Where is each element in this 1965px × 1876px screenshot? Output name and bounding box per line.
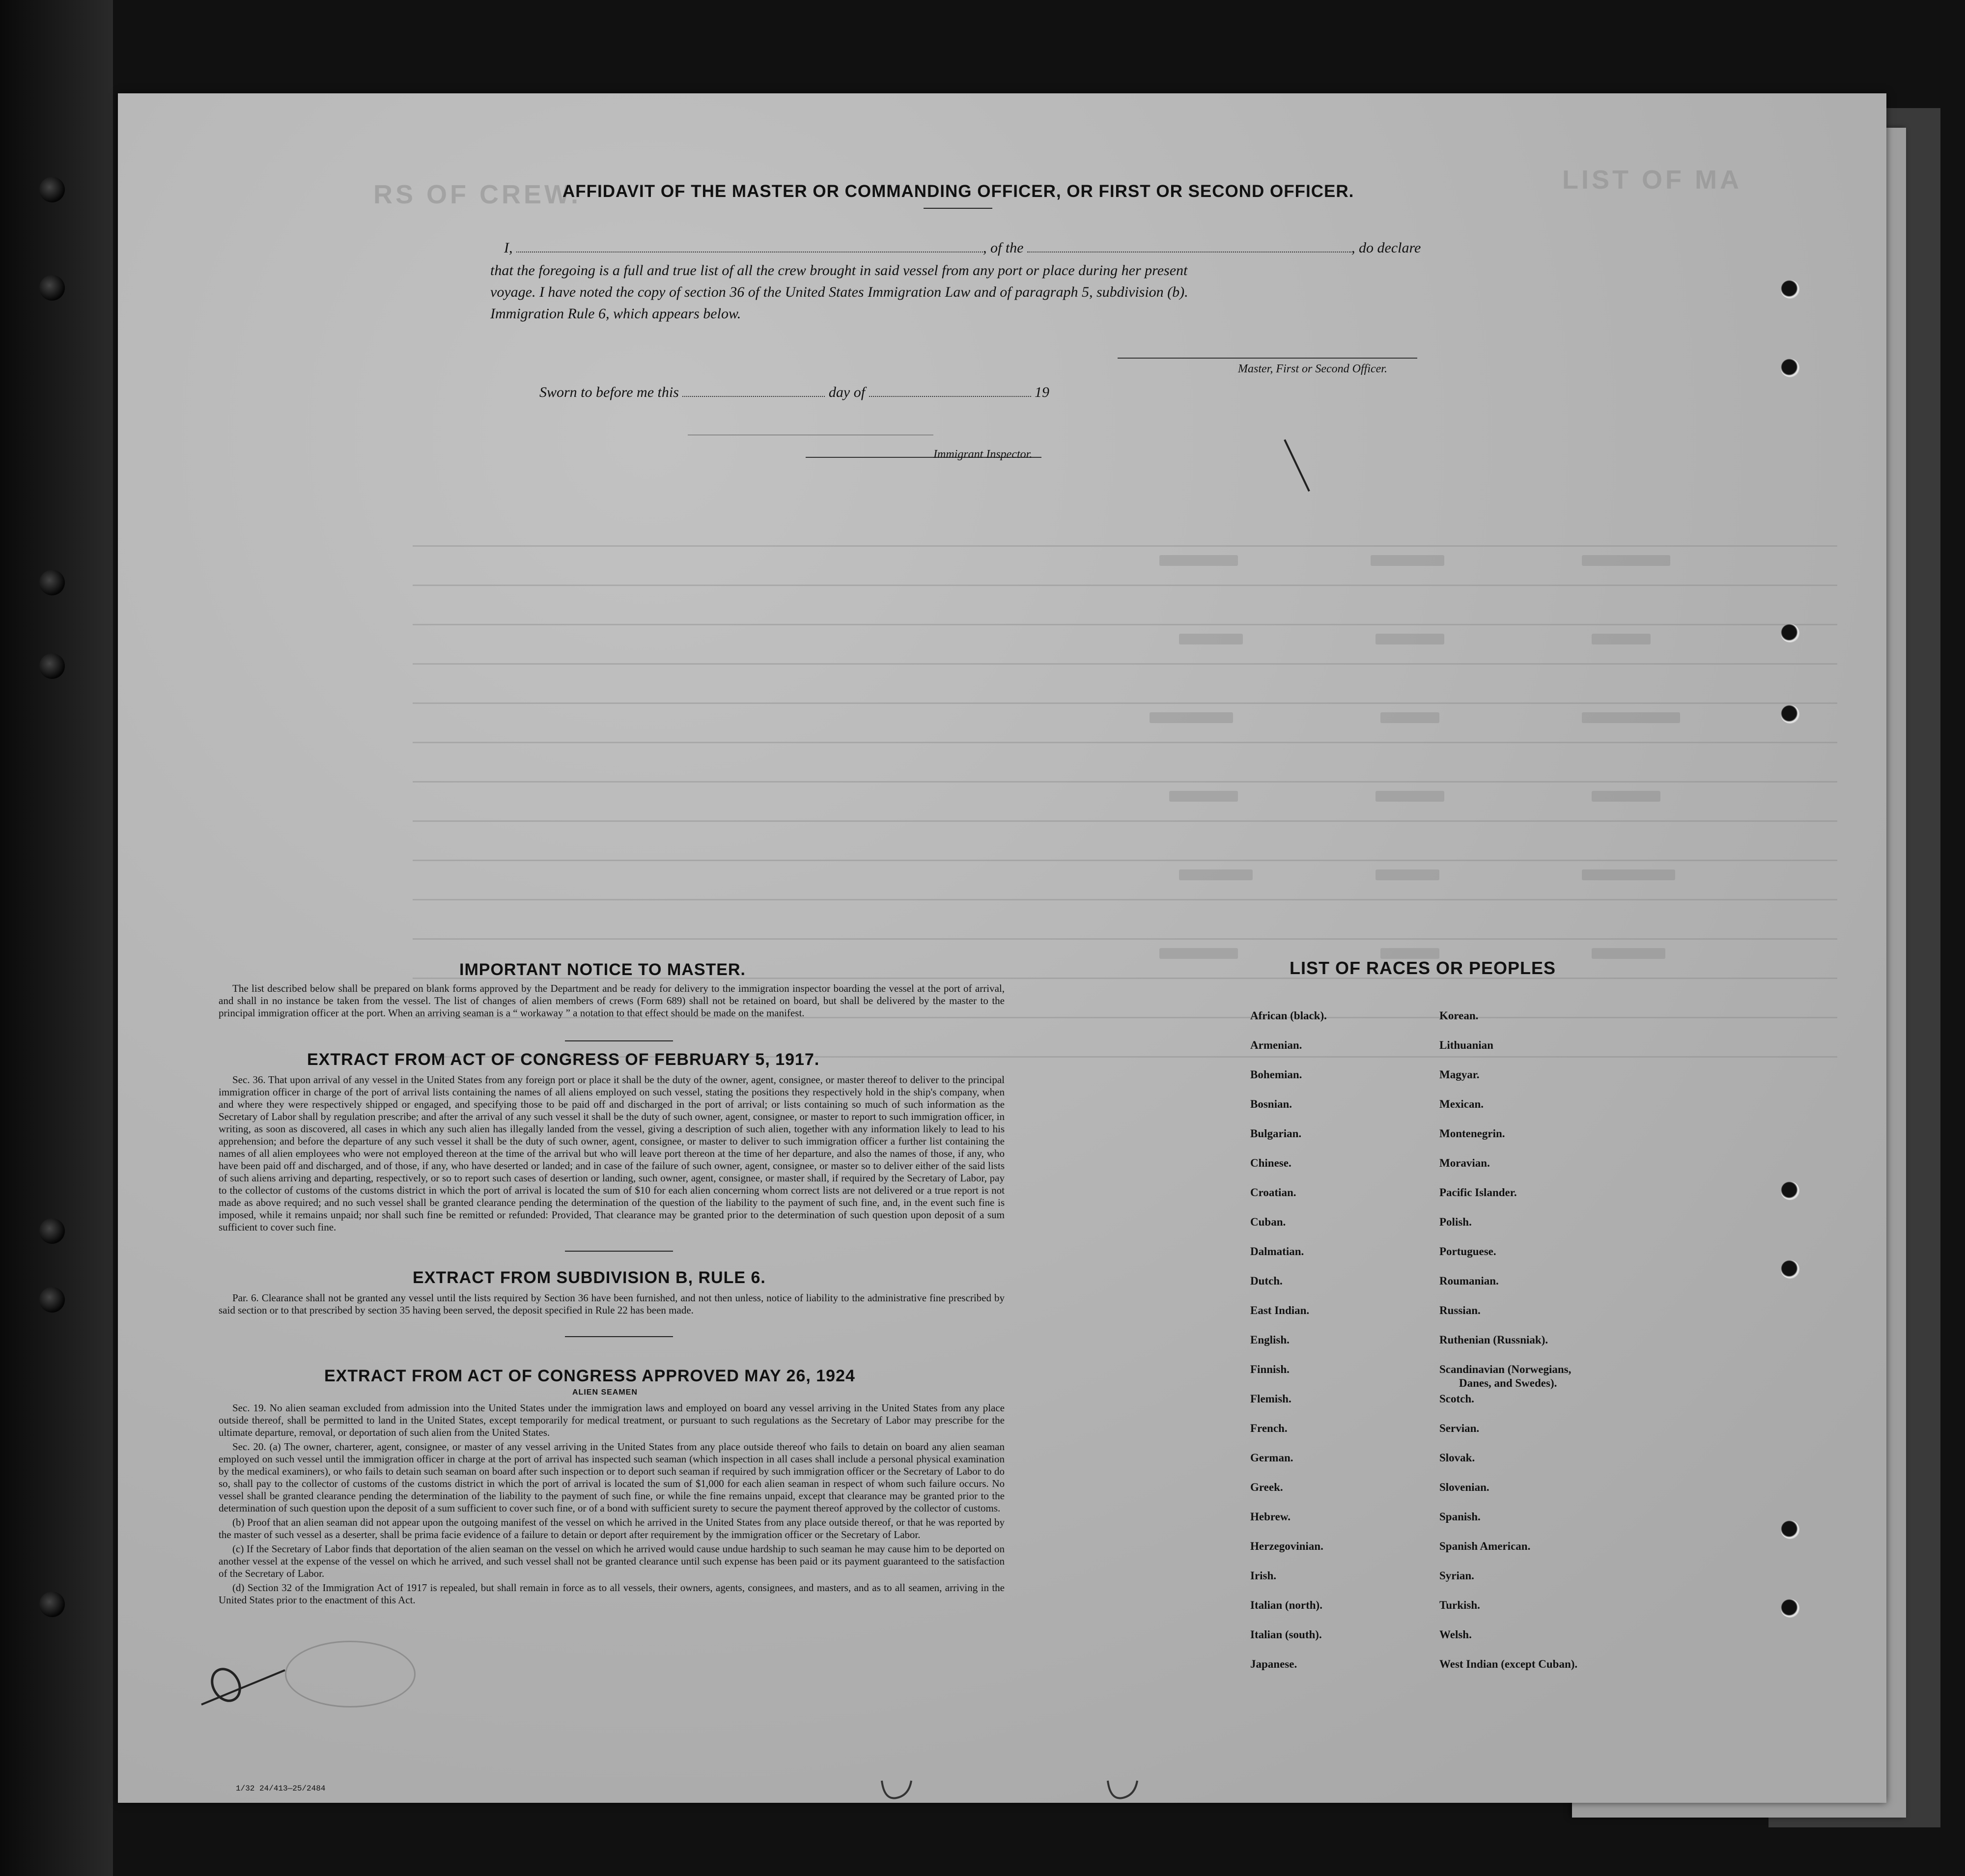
race-item: Welsh. — [1439, 1628, 1472, 1641]
sworn-month-field[interactable] — [869, 396, 1031, 397]
race-item: Hebrew. — [1250, 1511, 1291, 1523]
race-item: Danes, and Swedes). — [1459, 1377, 1557, 1389]
binder-hole-icon — [39, 653, 65, 679]
race-item: Polish. — [1439, 1216, 1472, 1228]
race-item: Magyar. — [1439, 1068, 1480, 1081]
extract-1917-body — [219, 1074, 1005, 1235]
manifest-page — [118, 93, 1886, 1803]
declaration-of-the: , of the — [983, 240, 1024, 256]
affidavit-body-line: Immigration Rule 6, which appears below. — [490, 306, 741, 322]
race-item: Servian. — [1439, 1422, 1480, 1434]
race-item: Irish. — [1250, 1569, 1277, 1582]
sworn-line — [539, 384, 1049, 401]
print-code: 1/32 24/413—25/2484 — [236, 1784, 326, 1793]
race-item: Armenian. — [1250, 1039, 1302, 1051]
race-item: Slovak. — [1439, 1452, 1475, 1464]
race-item: Japanese. — [1250, 1658, 1297, 1670]
race-item: Moravian. — [1439, 1157, 1490, 1169]
binder-edge — [0, 0, 113, 1876]
affidavit-body-line: voyage. I have noted the copy of section 36 of the United States Immigration Law and of paragraph 5, subdivision (b). — [490, 284, 1188, 300]
race-item: Italian (north). — [1250, 1599, 1322, 1611]
race-item: Finnish. — [1250, 1363, 1290, 1375]
punch-hole-icon — [1781, 1181, 1799, 1200]
race-item: Bohemian. — [1250, 1068, 1302, 1081]
notice-text: The list described below shall be prepared on blank forms approved by the Department and be ready for delivery to the immigration inspector boarding the vessel at the port of arrival, and shall in no instance be taken from the vessel. The list of changes of alien members of crews (Form 689) shall not be retained on board, but shall be delivered by the master to the principal immigration officer at the port. When an arriving seaman is a “ workaway ” a notation to that effect should be made on the manifest. — [219, 982, 1005, 1019]
affidavit-title: AFFIDAVIT OF THE MASTER OR COMMANDING OFFICER, OR FIRST OR SECOND OFFICER. — [562, 182, 1354, 201]
sworn-day-of: day of — [828, 384, 866, 400]
races-list — [1250, 1009, 1692, 1776]
race-item: Scotch. — [1439, 1393, 1474, 1405]
race-item: Scandinavian (Norwegians, — [1439, 1363, 1572, 1375]
faded-stamp-icon — [285, 1641, 416, 1708]
binder-hole-icon — [39, 1592, 65, 1617]
declaration-line — [504, 240, 1421, 256]
notice-title: IMPORTANT NOTICE TO MASTER. — [459, 960, 746, 979]
extract-rule6-body — [219, 1292, 1005, 1318]
race-item: Croatian. — [1250, 1186, 1296, 1199]
race-item: Portuguese. — [1439, 1245, 1496, 1258]
sworn-day-field[interactable] — [682, 396, 825, 397]
race-item: Pacific Islander. — [1439, 1186, 1517, 1199]
section-rule — [565, 1251, 673, 1252]
bleed-through-title: LIST OF MA — [1562, 165, 1742, 195]
race-item: Dutch. — [1250, 1275, 1283, 1287]
race-item: Bulgarian. — [1250, 1127, 1302, 1140]
sec20c-text: (c) If the Secretary of Labor finds that deportation of the alien seaman on the vessel on which he arrived would cause undue hardship to such seaman he may cause him to be deported on another vessel at the expense of the vessel on which he arrived, and such vessel shall not be granted clearance until such expense has been paid or its payment guaranteed to the satisfaction of the Secretary of Labor. — [219, 1543, 1005, 1579]
extract-1924-body — [219, 1402, 1005, 1608]
punch-hole-icon — [1781, 705, 1799, 724]
pencil-stroke-icon — [1282, 437, 1312, 496]
race-item: Chinese. — [1250, 1157, 1291, 1169]
sec20a-text: Sec. 20. (a) The owner, charterer, agent, consignee, or master of any vessel arriving in the United States from any place outside thereof who fails to detain on board any alien seaman employed on such vessel until the immigration officer in charge at the port of arrival has inspected such seaman (which inspection in all cases shall include a personal physical examination by the medical examiners), or who fails to detain such seaman on board after such inspection or to deport such seaman if required by such immigration officer or the Secretary of Labor to do so, shall pay to the collector of customs of the customs district in which the port of arrival is located the sum of $1,000 for each alien seaman in respect of whom such failure occurs. No vessel shall be granted clearance pending the determination of the liability to the payment of such fine, or while the fine remains unpaid, except that clearance may be granted prior to the determination of such question upon the deposit of a sum sufficient to cover such fine, or of a bond with sufficient surety to secure the payment thereof approved by the collector of customs. — [219, 1441, 1005, 1514]
bleed-through-title: RS OF CREW. — [373, 180, 582, 209]
extract-1917-title: EXTRACT FROM ACT OF CONGRESS OF FEBRUARY 5, 1917. — [307, 1050, 820, 1069]
race-item: Bosnian. — [1250, 1098, 1292, 1110]
title-rule — [924, 208, 992, 209]
sec20d-text: (d) Section 32 of the Immigration Act of 1917 is repealed, but shall remain in force as to all vessels, their owners, agents, consignees, and masters, and as to all seamen, arriving in the United States prior to the enactment of this Act. — [219, 1582, 1005, 1606]
race-item: Mexican. — [1439, 1098, 1484, 1110]
master-signature-caption: Master, First or Second Officer. — [1238, 363, 1387, 375]
race-item: Roumanian. — [1439, 1275, 1499, 1287]
sworn-year: 19 — [1035, 384, 1050, 400]
race-item: Cuban. — [1250, 1216, 1286, 1228]
race-item: Ruthenian (Russniak). — [1439, 1334, 1548, 1346]
race-item: Dalmatian. — [1250, 1245, 1304, 1258]
inspector-caption: Immigrant Inspector. — [933, 448, 1033, 461]
race-item: Spanish American. — [1439, 1540, 1531, 1552]
extract-1917-text: Sec. 36. That upon arrival of any vessel in the United States from any foreign port or place it shall be the duty of the owner, agent, consignee, or master thereof to deliver to the principal immigration officer in charge of the port of arrival lists containing the names of all aliens employed on such vessel, stating the positions they respectively hold in the ship's company, when and where they were respectively shipped or engaged, and specifying those to be paid off and discharged in the port of arrival; or lists containing so much of such information as the Secretary of Labor shall by regulation prescribe; and after the arrival of any such vessel it shall be the duty of such owner, agent, consignee, or master to report to such immigration officer, in writing, as soon as discovered, all cases in which any such alien has illegally landed from the vessel, giving a description of such alien, together with any information likely to lead to his apprehension; and before the departure of any such vessel it shall be the duty of such owner, agent, consignee, or master to deliver to such immigration officer a further list containing the names of all alien employees who were not employed thereon at the time of the arrival but who will leave port thereon at the time of her departure, and also the names of those, if any, who have been paid off and discharged, and of those, if any, who have deserted or landed; and in case of the failure of such owner, agent, consignee, or master so to deliver either of the said lists of such aliens arriving and departing, respectively, or so to report such cases of desertion or landing, such owner, agent, consignee, or master shall, if required by the Secretary of Labor, pay to the collector of customs of the customs district in which the port of arrival is located the sum of $10 for each alien concerning whom correct lists are not delivered or a true report is not made as above required; and no such vessel shall be granted clearance pending the determination of the question of the liability to the payment of such fine, and, in the event such fine is imposed, while it remains unpaid; nor shall such fine be remitted or refunded: Provided, That clearance may be granted prior to the determination of such question upon deposit of a sum sufficient to cover such fine. — [219, 1074, 1005, 1233]
race-item: Korean. — [1439, 1009, 1479, 1022]
race-item: Greek. — [1250, 1481, 1283, 1493]
sworn-prefix: Sworn to before me this — [539, 384, 679, 400]
section-rule — [565, 1040, 673, 1041]
punch-hole-icon — [1781, 1599, 1799, 1618]
handwritten-check-mark-icon — [192, 1660, 290, 1719]
binder-hole-icon — [39, 1287, 65, 1313]
extract-rule6-title: EXTRACT FROM SUBDIVISION B, RULE 6. — [413, 1268, 766, 1287]
binder-hole-icon — [39, 177, 65, 202]
race-item: German. — [1250, 1452, 1293, 1464]
race-item: Turkish. — [1439, 1599, 1480, 1611]
punch-hole-icon — [1781, 1260, 1799, 1279]
race-item: African (black). — [1250, 1009, 1327, 1022]
punch-hole-icon — [1781, 359, 1799, 377]
race-item: West Indian (except Cuban). — [1439, 1658, 1578, 1670]
race-item: Slovenian. — [1439, 1481, 1489, 1493]
races-title: LIST OF RACES OR PEOPLES — [1290, 958, 1556, 978]
extract-1924-title: EXTRACT FROM ACT OF CONGRESS APPROVED MAY 26, 1924 — [324, 1367, 855, 1385]
binder-hole-icon — [39, 570, 65, 595]
punch-hole-icon — [1781, 624, 1799, 643]
race-item: Lithuanian — [1439, 1039, 1493, 1051]
race-item: Montenegrin. — [1439, 1127, 1505, 1140]
punch-hole-icon — [1781, 280, 1799, 299]
handwritten-mark-icon — [1100, 1778, 1145, 1803]
extract-1924-subtitle: ALIEN SEAMEN — [572, 1388, 638, 1397]
race-item: Herzegovinian. — [1250, 1540, 1323, 1552]
race-item: English. — [1250, 1334, 1290, 1346]
sec19-text: Sec. 19. No alien seaman excluded from admission into the United States under the immigration laws and employed on board any vessel arriving in the United States from any place outside thereof, shall be permitted to land in the United States, except temporarily for medical treatment, or pursuant to such regulations as the Secretary of Labor may prescribe for the ultimate departure, removal, or deportation of such alien from the United States. — [219, 1402, 1005, 1438]
master-signature-line[interactable] — [1118, 358, 1417, 359]
race-item: Russian. — [1439, 1304, 1481, 1316]
extract-rule6-text: Par. 6. Clearance shall not be granted any vessel until the lists required by Section 36 have been furnished, and not then unless, notice of liability to the administrative fine prescribed by said section or to that prescribed by section 35 having been served, the deposit specified in Rule 22 has been made. — [219, 1292, 1005, 1316]
affidavit-body-line: that the foregoing is a full and true list of all the crew brought in said vessel from any port or place during her present — [490, 262, 1188, 279]
handwritten-mark-icon — [874, 1778, 919, 1803]
binder-hole-icon — [39, 275, 65, 301]
sec20b-text: (b) Proof that an alien seaman did not appear upon the outgoing manifest of the vessel on which he arrived in the United States from any place outside thereof, or that he was reported by the master of such vessel as a deserter, shall be prima facie evidence of a failure to detain or deport after requirement by the immigration officer or the Secretary of Labor. — [219, 1516, 1005, 1540]
declaration-do-declare: , do declare — [1351, 240, 1421, 256]
section-rule — [565, 1336, 673, 1337]
punch-hole-icon — [1781, 1520, 1799, 1539]
notice-body — [219, 982, 1005, 1021]
race-item: East Indian. — [1250, 1304, 1310, 1316]
race-item: Spanish. — [1439, 1511, 1481, 1523]
race-item: Flemish. — [1250, 1393, 1291, 1405]
race-item: French. — [1250, 1422, 1288, 1434]
binder-hole-icon — [39, 1218, 65, 1244]
declaration-i: I, — [504, 240, 513, 256]
race-item: Syrian. — [1439, 1569, 1474, 1582]
race-item: Italian (south). — [1250, 1628, 1322, 1641]
